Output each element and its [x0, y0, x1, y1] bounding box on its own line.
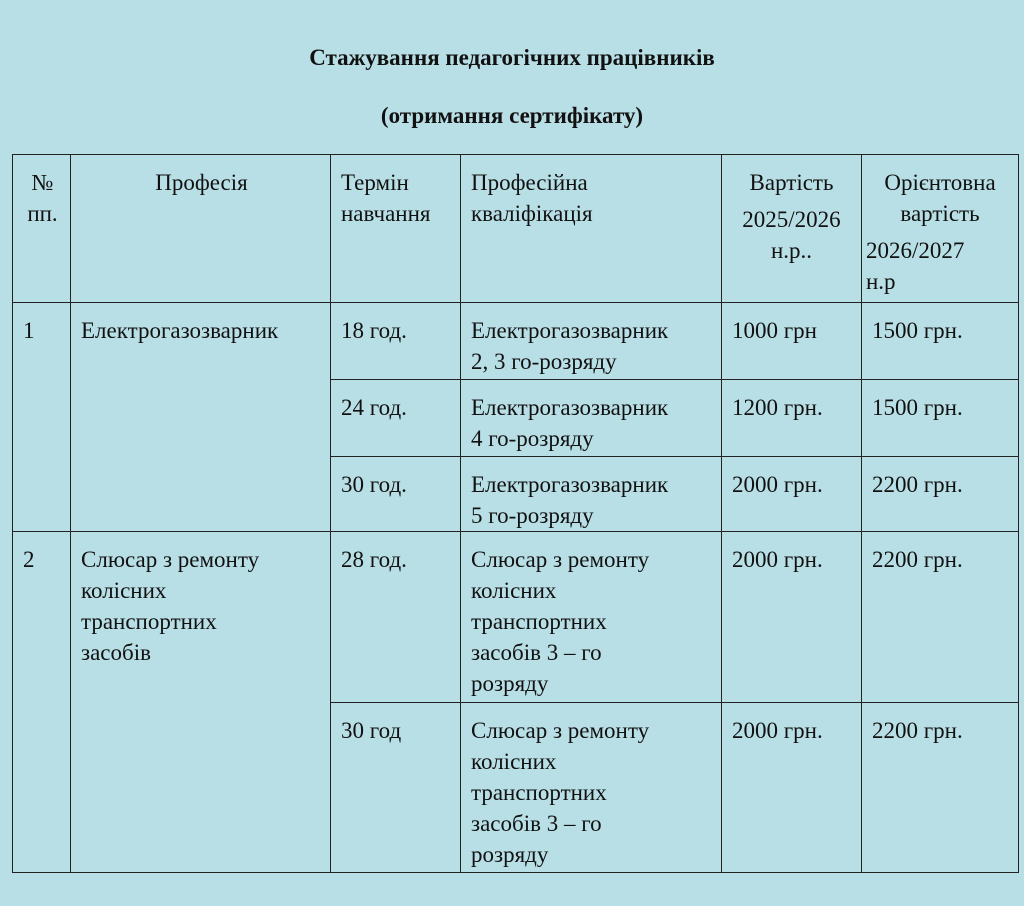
header-cost	[722, 155, 862, 303]
document-subtitle: (отримання сертифікату)	[380, 103, 644, 128]
row-qualification	[461, 532, 722, 703]
qualification-line: транспортних	[471, 609, 607, 634]
header-profession: Професія	[71, 155, 331, 303]
row-cost-next: 1500 грн.	[862, 303, 1019, 380]
row-cost-next: 2200 грн.	[862, 457, 1019, 532]
profession-line: колісних	[81, 578, 167, 603]
row-cost: 2000 грн.	[722, 703, 862, 873]
header-number-line-2: пп.	[27, 201, 58, 226]
qualification-line: засобів 3 – го	[471, 640, 602, 665]
internship-table	[12, 154, 1019, 873]
header-number	[13, 155, 71, 303]
header-qualification-line-2: кваліфікація	[471, 201, 593, 226]
header-cost-next	[862, 155, 1019, 303]
row-term: 30 год.	[331, 457, 461, 532]
table-row	[13, 532, 1019, 703]
row-qualification	[461, 380, 722, 457]
row-term: 28 год.	[331, 532, 461, 703]
header-cost-line-1: Вартість	[749, 170, 834, 195]
row-qualification	[461, 703, 722, 873]
qualification-line: 5 го-розряду	[471, 503, 594, 528]
profession-line: Слюсар з ремонту	[81, 547, 260, 572]
row-qualification	[461, 303, 722, 380]
row-cost-next: 1500 грн.	[862, 380, 1019, 457]
document-title: Стажування педагогічних працівників	[309, 45, 715, 70]
qualification-line: колісних	[471, 749, 557, 774]
header-cost-next-line-4: н.р	[866, 269, 896, 294]
header-term-line-1: Термін	[341, 170, 409, 195]
header-qualification	[461, 155, 722, 303]
qualification-line: Слюсар з ремонту	[471, 547, 650, 572]
header-term-line-2: навчання	[341, 201, 431, 226]
row-term: 18 год.	[331, 303, 461, 380]
qualification-line: 4 го-розряду	[471, 426, 594, 451]
header-cost-next-line-3: 2026/2027	[866, 238, 965, 263]
header-term	[331, 155, 461, 303]
row-cost: 2000 грн.	[722, 457, 862, 532]
header-cost-next-line-1: Орієнтовна	[884, 170, 996, 195]
qualification-line: Слюсар з ремонту	[471, 718, 650, 743]
row-term: 24 год.	[331, 380, 461, 457]
qualification-line: розряду	[471, 671, 549, 696]
row-cost-next: 2200 грн.	[862, 703, 1019, 873]
profession-line: засобів	[81, 640, 151, 665]
qualification-line: Електрогазозварник	[471, 318, 669, 343]
row-cost: 1200 грн.	[722, 380, 862, 457]
row-cost: 1000 грн	[722, 303, 862, 380]
table-row	[13, 303, 1019, 380]
header-cost-line-2: 2025/2026	[742, 207, 841, 232]
row-qualification	[461, 457, 722, 532]
row-profession: Електрогазозварник	[71, 303, 331, 532]
qualification-line: 2, 3 го-розряду	[471, 349, 617, 374]
row-number: 2	[13, 532, 71, 873]
row-cost-next: 2200 грн.	[862, 532, 1019, 703]
header-number-line-1: №	[31, 170, 54, 195]
header-qualification-line-1: Професійна	[471, 170, 588, 195]
qualification-line: колісних	[471, 578, 557, 603]
qualification-line: розряду	[471, 842, 549, 867]
row-profession	[71, 532, 331, 873]
header-cost-next-line-2: вартість	[900, 201, 980, 226]
row-number: 1	[13, 303, 71, 532]
table-header-row	[13, 155, 1019, 303]
row-term: 30 год	[331, 703, 461, 873]
qualification-line: Електрогазозварник	[471, 472, 669, 497]
qualification-line: Електрогазозварник	[471, 395, 669, 420]
profession-line: транспортних	[81, 609, 217, 634]
row-cost: 2000 грн.	[722, 532, 862, 703]
header-cost-line-3: н.р..	[770, 238, 813, 263]
qualification-line: засобів 3 – го	[471, 811, 602, 836]
qualification-line: транспортних	[471, 780, 607, 805]
